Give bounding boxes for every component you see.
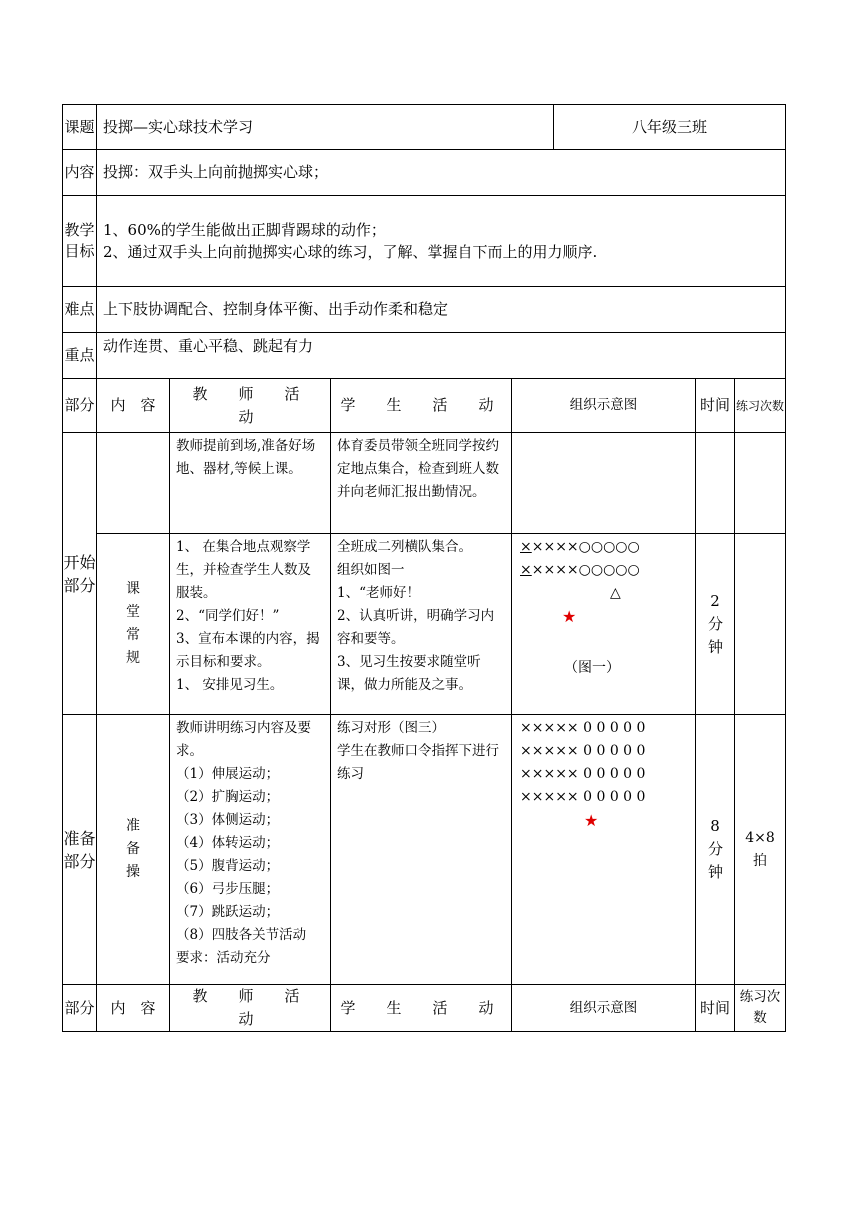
section-header-2 (63, 985, 786, 1032)
start-row1-student: 体育委员带领全班同学按约定地点集合，检查到班人数并向老师汇报出勤情况。 (331, 433, 512, 534)
start-teacher-line-2: 2、“同学们好！” (176, 608, 280, 624)
difficulty-label: 难点 (63, 287, 97, 333)
prep-teacher-line-10: 要求：活动充分 (176, 950, 271, 966)
start-teacher-line-3: 3、宣布本课的内容，揭示目标和要求。 (176, 631, 320, 670)
diagram1-row2-rest: ××××○○○○○ (531, 562, 640, 578)
diagram3-row-2: ××××× 0 0 0 0 0 (520, 743, 646, 759)
start-row2-student (331, 534, 512, 715)
prep-student (331, 715, 512, 985)
diagram3-row-1: ××××× 0 0 0 0 0 (520, 720, 646, 736)
header2-student: 学 生 活 动 (331, 985, 512, 1032)
prep-teacher-line-7: （6）弓步压腿； (176, 881, 280, 897)
diagram3-row-4: ××××× 0 0 0 0 0 (520, 789, 646, 805)
prep-time: 8分钟 (696, 715, 735, 985)
title-label: 课题 (63, 105, 97, 150)
start-row-2 (63, 534, 786, 715)
start-student-line-3: 1、“老师好！ (337, 585, 420, 601)
prep-row (63, 715, 786, 985)
start-diagram (512, 534, 696, 715)
row-key (63, 333, 786, 379)
header2-reps: 练习次数 (735, 985, 786, 1032)
diagram3-row-3: ××××× 0 0 0 0 0 (520, 766, 646, 782)
row-content (63, 150, 786, 196)
start-row2-content: 课堂常规 (97, 534, 170, 715)
diagram3-star (520, 809, 687, 834)
diagram1-row-2 (520, 559, 687, 582)
diagram1-row2-leader: × (520, 562, 532, 578)
prep-teacher-line-1: 教师讲明练习内容及要求。 (176, 720, 311, 759)
goal-line-2: 2、通过双手头上向前抛掷实心球的练习，了解、掌握自下而上的用力顺序. (103, 243, 598, 261)
header2-time: 时间 (696, 985, 735, 1032)
start-student-line-1: 全班成二列横队集合。 (337, 539, 472, 555)
prep-teacher-line-5: （4）体转运动； (176, 835, 280, 851)
start-row1-diagram (512, 433, 696, 534)
header-part: 部分 (63, 379, 97, 433)
lesson-plan-table (62, 104, 786, 1032)
diagram1-star (520, 605, 687, 630)
star-icon: ★ (584, 811, 599, 830)
diagram1-row1-rest: ××××○○○○○ (531, 539, 640, 555)
start-part-label: 开始部分 (63, 433, 97, 715)
start-row1-reps (735, 433, 786, 534)
start-row-1 (63, 433, 786, 534)
header-time: 时间 (696, 379, 735, 433)
header-reps: 练习次数 (735, 379, 786, 433)
prep-teacher-line-9: （8）四肢各关节活动 (176, 927, 307, 943)
header-student: 学 生 活 动 (331, 379, 512, 433)
header2-teacher: 教 师 活 动 (170, 985, 331, 1032)
diagram1-teacher-mark: △ (610, 585, 621, 601)
row-title (63, 105, 786, 150)
topic-text: 投掷—实心球技术学习 (97, 105, 554, 150)
prep-reps: 4×8拍 (735, 715, 786, 985)
header2-content: 内 容 (97, 985, 170, 1032)
header2-diagram: 组织示意图 (512, 985, 696, 1032)
start-reps (735, 534, 786, 715)
prep-diagram (512, 715, 696, 985)
key-text: 动作连贯、重心平稳、跳起有力 (97, 333, 786, 379)
prep-teacher-line-6: （5）腹背运动； (176, 858, 280, 874)
header-teacher: 教 师 活 动 (170, 379, 331, 433)
prep-teacher-line-4: （3）体侧运动； (176, 812, 280, 828)
row-goals (63, 196, 786, 287)
key-label: 重点 (63, 333, 97, 379)
start-student-line-2: 组织如图一 (337, 562, 405, 578)
section-header (63, 379, 786, 433)
start-row1-teacher: 教师提前到场,准备好场地、器材,等候上课。 (170, 433, 331, 534)
header-content: 内 容 (97, 379, 170, 433)
goals-label: 教学目标 (63, 196, 97, 287)
content-text: 投掷：双手头上向前抛掷实心球； (97, 150, 786, 196)
class-text: 八年级三班 (554, 105, 786, 150)
prep-teacher (170, 715, 331, 985)
prep-teacher-line-8: （7）跳跃运动； (176, 904, 280, 920)
content-label: 内容 (63, 150, 97, 196)
difficulty-text: 上下肢协调配合、控制身体平衡、出手动作柔和稳定 (97, 287, 786, 333)
prep-part-label: 准备部分 (63, 715, 97, 985)
prep-teacher-line-3: （2）扩胸运动； (176, 789, 280, 805)
prep-teacher-line-2: （1）伸展运动； (176, 766, 280, 782)
diagram1-row1-leader: × (520, 539, 532, 555)
star-icon: ★ (562, 607, 577, 626)
goal-line-1: 1、60%的学生能做出正脚背踢球的动作； (103, 221, 386, 239)
diagram1-caption: （图一） (564, 660, 620, 676)
prep-content: 准备操 (97, 715, 170, 985)
header-diagram: 组织示意图 (512, 379, 696, 433)
prep-student-line-1: 练习对形（图三） (337, 720, 445, 736)
start-student-line-5: 3、见习生按要求随堂听课，做力所能及之事。 (337, 654, 481, 693)
start-teacher-line-4: 1、 安排见习生。 (176, 677, 284, 693)
start-row1-time (696, 433, 735, 534)
start-teacher-line-1: 1、 在集合地点观察学生，并检查学生人数及服装。 (176, 539, 311, 601)
row-difficulty (63, 287, 786, 333)
header2-part: 部分 (63, 985, 97, 1032)
prep-student-line-2: 学生在教师口令指挥下进行练习 (337, 743, 499, 782)
start-student-line-4: 2、认真听讲，明确学习内容和要等。 (337, 608, 495, 647)
start-row2-teacher (170, 534, 331, 715)
start-row1-content (97, 433, 170, 534)
start-time: 2分钟 (696, 534, 735, 715)
diagram1-row-1 (520, 536, 687, 559)
